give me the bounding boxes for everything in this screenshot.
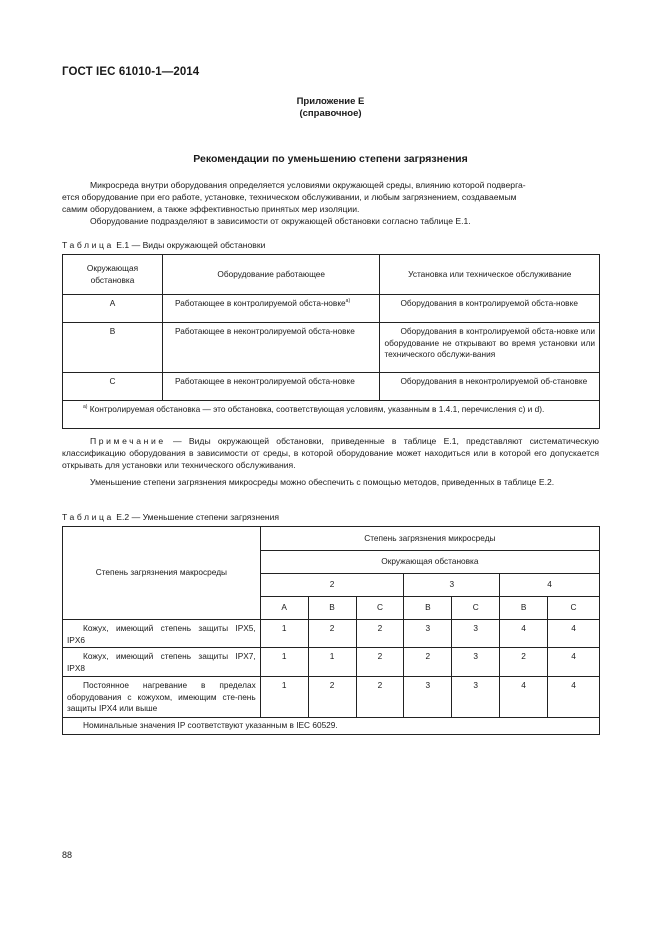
table2-cell: 3 (452, 677, 500, 718)
table2-cell: 1 (308, 648, 356, 677)
table2-cell: 3 (452, 648, 500, 677)
document-id: ГОСТ IEC 61010-1—2014 (62, 66, 200, 78)
table1-work: Работающее в контролируемой обста-новке$^{а)}$ (162, 295, 380, 323)
table2-cell: 2 (356, 648, 404, 677)
table1-caption: Таблица Е.1 — Виды окружающей обстановки (62, 240, 266, 250)
table2-sub: С (452, 597, 500, 620)
table2-sub: В (308, 597, 356, 620)
table1-env: В (63, 323, 163, 373)
table-row (63, 373, 600, 401)
table2-caption: Таблица Е.2 — Уменьшение степени загрязнения (62, 512, 280, 522)
table2-group: 3 (404, 574, 500, 597)
table2-cell: 4 (500, 677, 548, 718)
table2-group: 2 (260, 574, 404, 597)
table-row (63, 323, 600, 373)
intro-paragraph-2: Оборудование подразделяют в зависимости от окружающей обстановки согласно таблице Е.1. (90, 216, 471, 226)
table-row (63, 295, 600, 323)
table-environment-types (62, 254, 600, 429)
table2-env-header: Окружающая обстановка (260, 551, 599, 574)
table2-cell: 2 (356, 620, 404, 648)
table2-sub: А (260, 597, 308, 620)
table2-cell: 2 (404, 648, 452, 677)
table2-header-row (63, 527, 600, 551)
table2-row-label: Кожух, имеющий степень защиты IPX7, IPX8 (63, 648, 261, 677)
table2-cell: 3 (404, 620, 452, 648)
table1-header-row (63, 255, 600, 295)
table-row (63, 648, 600, 677)
table2-cell: 2 (308, 620, 356, 648)
appendix-subtitle: (справочное) (299, 108, 362, 119)
table1-header-work: Оборудование работающее (162, 255, 380, 295)
section-heading: Рекомендации по уменьшению степени загрязнения (193, 153, 468, 165)
table1-service: Оборудования в неконтролируемой об-становке (380, 373, 600, 401)
table2-sub: С (356, 597, 404, 620)
page-number: 88 (62, 850, 73, 860)
table2-cell: 1 (260, 620, 308, 648)
table2-cell: 4 (500, 620, 548, 648)
table2-cell: 3 (404, 677, 452, 718)
intro-paragraph: Микросреда внутри оборудования определяется условиями окружающей среды, влиянию которой подверга- ется оборудование при его работе, установке, техническом обслуживании, и любым загрязнением, создаваемым самим оборудованием, а также эффективностью принятых мер изоляции. (62, 180, 526, 214)
table1-service: Оборудования в контролируемой обста-новке (380, 295, 600, 323)
table-row (63, 677, 600, 718)
table2-cell: 4 (548, 648, 600, 677)
table1-work: Работающее в неконтролируемой обста-новке (162, 323, 380, 373)
table2-row-label: Кожух, имеющий степень защиты IPX5, IPX6 (63, 620, 261, 648)
table1-work: Работающее в неконтролируемой обста-новке (162, 373, 380, 401)
table1-footnote-row (63, 401, 600, 429)
table1-footnote: $^{а)}$ Контролируемая обстановка — это обстановка, соответствующая условиям, указанным в 1.4.1, перечисления с) и d). (63, 401, 600, 429)
table2-cell: 4 (548, 620, 600, 648)
table2-sub: С (548, 597, 600, 620)
table1-note: Примечание — Виды окружающей обстановки, приведенные в таблице Е.1, представляют систематическую классификацию оборудования в зависимости от среды, в которой оборудование может находиться или в которой его допускается открывать для установки или технического обслуживания. (62, 436, 599, 470)
table2-sub: В (500, 597, 548, 620)
table2-cell: 1 (260, 648, 308, 677)
appendix-title: Приложение Е (296, 96, 365, 107)
table1-header-service: Установка или техническое обслуживание (380, 255, 600, 295)
table1-env: С (63, 373, 163, 401)
table2-row-label: Постоянное нагревание в пределах оборудования с кожухом, имеющим сте-пень защиты IPX4 или выше (63, 677, 261, 718)
table2-cell: 2 (500, 648, 548, 677)
table2-sub: В (404, 597, 452, 620)
table-row (63, 620, 600, 648)
table2-cell: 1 (260, 677, 308, 718)
table2-cell: 4 (548, 677, 600, 718)
table2-cell: 2 (308, 677, 356, 718)
table1-service: Оборудования в контролируемой обста-новке или оборудование не открывают во время установки или технического обслужи-вания (380, 323, 600, 373)
table2-cell: 3 (452, 620, 500, 648)
table2-top-header: Степень загрязнения микросреды (260, 527, 599, 551)
paragraph-methods: Уменьшение степени загрязнения микросреды можно обеспечить с помощью методов, приведенных в таблице Е.2. (90, 477, 555, 487)
table2-group: 4 (500, 574, 600, 597)
table-pollution-reduction (62, 526, 600, 735)
table2-footnote: Номинальные значения IP соответствуют указанным в IEC 60529. (63, 718, 600, 735)
table1-env: А (63, 295, 163, 323)
table2-rowhead: Степень загрязнения макросреды (63, 527, 261, 620)
table1-header-env: Окружающая обстановка (63, 255, 163, 295)
table2-cell: 2 (356, 677, 404, 718)
table2-footnote-row (63, 718, 600, 735)
